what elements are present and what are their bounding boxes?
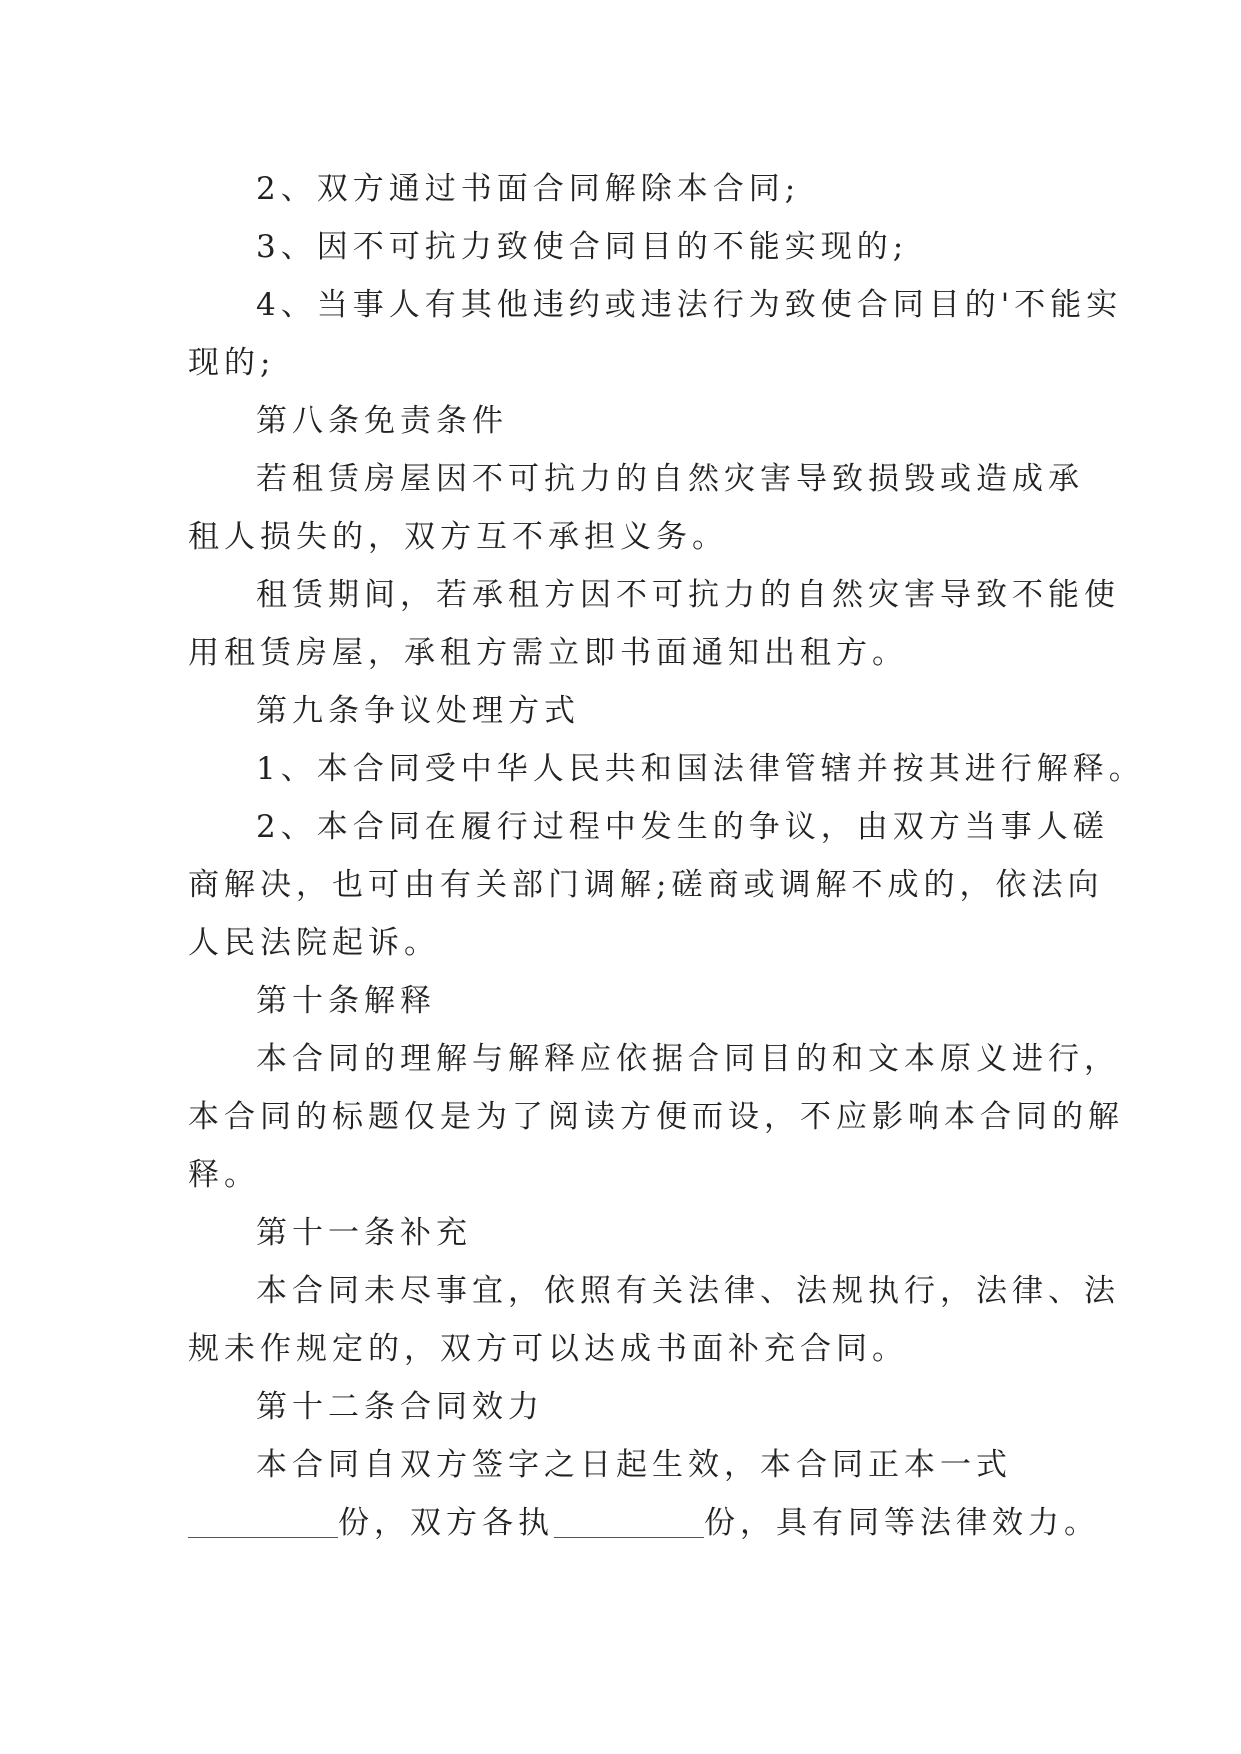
- paragraph-line: 租人损失的，双方互不承担义务。: [188, 519, 728, 555]
- final-line-part2: 份，具有同等法律效力。: [704, 1505, 1100, 1541]
- clause-line: 现的;: [188, 345, 276, 381]
- paragraph-line: 用租赁房屋，承租方需立即书面通知出租方。: [188, 635, 908, 671]
- paragraph-line: 本合同的标题仅是为了阅读方便而设，不应影响本合同的解: [188, 1099, 1124, 1135]
- clause-line: 4、当事人有其他违约或违法行为致使合同目的'不能实: [256, 287, 1123, 323]
- clause-line: 2、双方通过书面合同解除本合同;: [256, 171, 801, 207]
- copies-total-blank[interactable]: [188, 1480, 338, 1538]
- section-heading: 第十条解释: [256, 983, 436, 1019]
- clause-line: 人民法院起诉。: [188, 925, 440, 961]
- clause-line: 商解决，也可由有关部门调解;磋商或调解不成的，依法向: [188, 867, 1104, 903]
- clause-line: 2、本合同在履行过程中发生的争议，由双方当事人磋: [256, 809, 1109, 845]
- paragraph-line: 规未作规定的，双方可以达成书面补充合同。: [188, 1331, 908, 1367]
- final-line-part1: 份，双方各执: [338, 1505, 554, 1541]
- copies-each-blank[interactable]: [554, 1480, 704, 1538]
- section-heading: 第九条争议处理方式: [256, 693, 580, 729]
- clause-line: 1、本合同受中华人民共和国法律管辖并按其进行解释。: [256, 751, 1145, 787]
- section-heading: 第八条免责条件: [256, 403, 508, 439]
- clause-line: 3、因不可抗力致使合同目的不能实现的;: [256, 229, 909, 265]
- section-heading: 第十一条补充: [256, 1215, 472, 1251]
- paragraph-line: 若租赁房屋因不可抗力的自然灾害导致损毁或造成承: [256, 461, 1084, 497]
- paragraph-line: 释。: [188, 1157, 260, 1193]
- final-line: [188, 1494, 1100, 1552]
- paragraph-line: 本合同自双方签字之日起生效，本合同正本一式: [256, 1447, 1012, 1483]
- paragraph-line: 租赁期间，若承租方因不可抗力的自然灾害导致不能使: [256, 577, 1120, 613]
- paragraph-line: 本合同未尽事宜，依照有关法律、法规执行，法律、法: [256, 1273, 1120, 1309]
- section-heading: 第十二条合同效力: [256, 1389, 544, 1425]
- paragraph-line: 本合同的理解与解释应依据合同目的和文本原义进行，: [256, 1041, 1120, 1077]
